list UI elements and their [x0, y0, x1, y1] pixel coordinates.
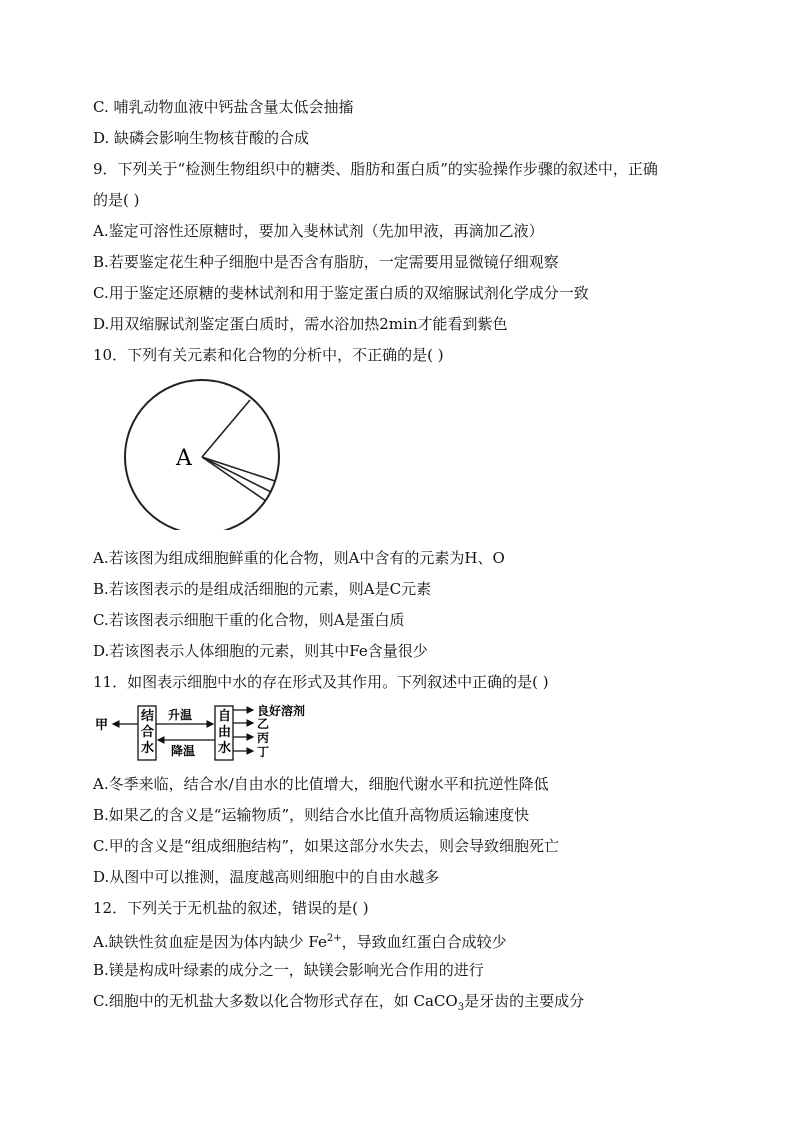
output-ding: 丁 [257, 745, 270, 759]
question-11-option-a: A.冬季来临，结合水/自由水的比值增大，细胞代谢水平和抗逆性降低 [93, 775, 549, 793]
question-10-option-c: C.若该图表示细胞干重的化合物，则A是蛋白质 [93, 611, 405, 629]
water-flow-diagram [93, 703, 333, 763]
label-cool-down: 降温 [171, 744, 196, 758]
pie-divider-2 [202, 457, 275, 481]
output-yi: 乙 [257, 717, 270, 731]
free-water-char-3: 水 [218, 741, 232, 756]
question-10-option-b: B.若该图表示的是组成活细胞的元素，则A是C元素 [93, 580, 432, 598]
question-9-option-b: B.若要鉴定花生种子细胞中是否含有脂肪，一定需要用显微镜仔细观察 [93, 253, 559, 271]
label-heat-up: 升温 [168, 708, 193, 722]
q12c-text-pre: C.细胞中的无机盐大多数以化合物形式存在，如 CaCO [93, 992, 458, 1010]
question-9-option-a: A.鉴定可溶性还原糖时，要加入斐林试剂（先加甲液，再滴加乙液） [93, 222, 544, 240]
output-bing: 丙 [257, 731, 270, 745]
pie-label-a: A [176, 446, 192, 471]
pie-divider-3 [202, 457, 271, 492]
free-water-char-2: 由 [218, 725, 232, 740]
q12a-superscript: 2+ [326, 933, 342, 944]
question-10-option-d: D.若该图表示人体细胞的元素，则其中Fe含量很少 [93, 642, 428, 660]
label-jia: 甲 [95, 718, 109, 733]
bound-water-char-3: 水 [141, 741, 155, 756]
pie-divider-1 [202, 400, 250, 457]
q12a-text-post: ，导致血红蛋白合成较少 [341, 933, 507, 951]
question-9-option-c: C.用于鉴定还原糖的斐林试剂和用于鉴定蛋白质的双缩脲试剂化学成分一致 [93, 284, 589, 302]
question-12-stem: 12．下列关于无机盐的叙述，错误的是( ) [93, 899, 369, 917]
q12c-subscript: 3 [457, 1002, 465, 1013]
question-10-stem: 10．下列有关元素和化合物的分析中，不正确的是( ) [93, 346, 444, 364]
question-12-option-a [93, 929, 507, 952]
question-11-option-d: D.从图中可以推测，温度越高则细胞中的自由水越多 [93, 868, 440, 886]
bound-water-char-1: 结 [141, 709, 155, 724]
question-11-option-c: C.甲的含义是“组成细胞结构”，如果这部分水失去，则会导致细胞死亡 [93, 837, 560, 855]
question-9-stem: 9．下列关于“检测生物组织中的糖类、脂肪和蛋白质”的实验操作步骤的叙述中，正确 [93, 160, 658, 178]
question-11-stem: 11．如图表示细胞中水的存在形式及其作用。下列叙述中正确的是( ) [93, 673, 549, 691]
question-11-option-b: B.如果乙的含义是“运输物质”，则结合水比值升高物质运输速度快 [93, 806, 530, 824]
option-d-line: D. 缺磷会影响生物核苷酸的合成 [93, 129, 310, 147]
question-9-option-d: D.用双缩脲试剂鉴定蛋白质时，需水浴加热2min才能看到紫色 [93, 315, 508, 333]
question-10-option-a: A.若该图为组成细胞鲜重的化合物，则A中含有的元素为H、O [93, 549, 505, 567]
pie-figure [120, 355, 285, 530]
output-good-solvent: 良好溶剂 [257, 704, 306, 718]
free-water-char-1: 自 [218, 709, 232, 724]
q12a-text-pre: A.缺铁性贫血症是因为体内缺少 Fe [93, 933, 327, 951]
option-c-line: C. 哺乳动物血液中钙盐含量太低会抽搐 [93, 98, 354, 116]
question-12-option-b: B.镁是构成叶绿素的成分之一，缺镁会影响光合作用的进行 [93, 961, 484, 979]
pie-circle [125, 380, 279, 530]
pie-divider-4 [202, 457, 266, 501]
q12c-text-post: 是牙齿的主要成分 [464, 992, 585, 1010]
bound-water-char-2: 合 [141, 725, 155, 740]
question-9-stem-cont: 的是( ) [93, 191, 140, 209]
question-12-option-c [93, 991, 584, 1018]
